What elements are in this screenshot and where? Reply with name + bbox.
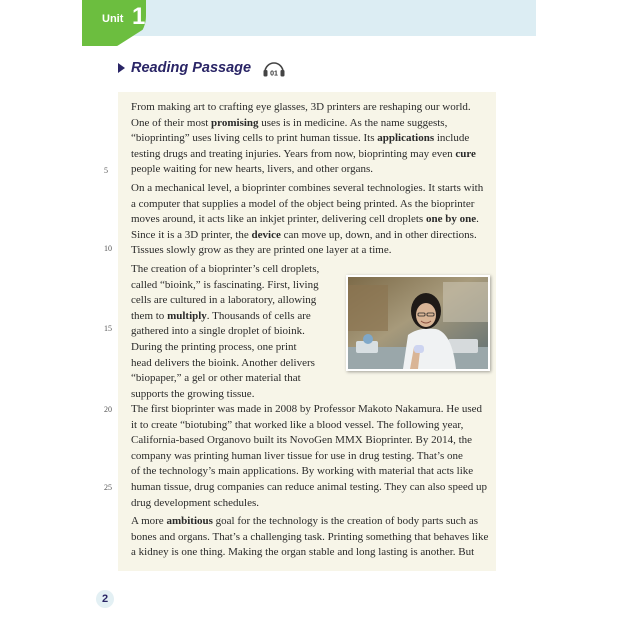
vocab-word: multiply bbox=[167, 309, 207, 322]
text-run: people waiting for new hearts, livers, and other organs. bbox=[131, 163, 374, 176]
section-title-text: Reading Passage bbox=[131, 60, 252, 76]
text-run: moves around, it acts like an inkjet printer, delivering cell droplets bbox=[131, 213, 426, 226]
text-run: called “bioink,” is fascinating. First, living bbox=[131, 278, 319, 291]
text-run: it to create “biotubing” that worked like a blood vessel. The following year, bbox=[131, 418, 464, 431]
vocab-word: cure bbox=[455, 147, 476, 160]
text-run: cells are cultured in a laboratory, allowing bbox=[131, 294, 317, 307]
text-run: can move up, down, and in other directions. bbox=[280, 228, 477, 241]
text-run: uses is in medicine. As the name suggests, bbox=[258, 116, 448, 129]
text-run: The creation of a bioprinter’s cell droplets, bbox=[131, 263, 320, 275]
paragraph-line bbox=[131, 278, 319, 294]
line-number: 25 bbox=[104, 483, 112, 492]
text-run: them to bbox=[131, 309, 168, 322]
paragraph-line bbox=[131, 480, 487, 496]
paragraph-line bbox=[131, 356, 319, 372]
paragraph-3 bbox=[131, 262, 319, 402]
text-run: Since it is a 3D printer, the bbox=[131, 228, 252, 241]
paragraph-line bbox=[131, 402, 487, 418]
paragraph-line bbox=[131, 514, 488, 530]
line-number: 15 bbox=[104, 324, 112, 333]
paragraph-line bbox=[131, 212, 483, 228]
text-run: On a mechanical level, a bioprinter combines several technologies. It starts with bbox=[131, 182, 484, 194]
paragraph-4 bbox=[131, 402, 487, 511]
paragraph-line bbox=[131, 116, 476, 132]
line-number: 20 bbox=[104, 405, 112, 414]
text-run: A more bbox=[131, 515, 167, 527]
paragraph-line bbox=[131, 530, 488, 546]
text-run: Tissues slowly grow as they are printed one layer at a time. bbox=[131, 244, 392, 257]
vocab-word: device bbox=[251, 228, 281, 241]
text-run: . bbox=[476, 213, 479, 226]
paragraph-line bbox=[131, 100, 476, 116]
paragraph-line bbox=[131, 418, 487, 434]
paragraph-line bbox=[131, 433, 487, 449]
text-run: “biopaper,” a gel or other material that bbox=[131, 372, 301, 385]
text-run: From making art to crafting eye glasses, 3D printers are reshaping our world. bbox=[131, 101, 471, 113]
unit-number: 1 bbox=[132, 3, 146, 30]
text-run: bones and organs. That’s a challenging task. Printing something that behaves like bbox=[131, 530, 489, 543]
paragraph-line bbox=[131, 262, 319, 278]
paragraph-line bbox=[131, 181, 483, 197]
text-run: include bbox=[434, 132, 470, 145]
audio-track-number: 01 bbox=[270, 70, 278, 77]
text-run: goal for the technology is the creation of body parts such as bbox=[212, 515, 479, 527]
text-run: During the printing process, one print bbox=[131, 340, 297, 353]
text-run: company was printing human liver tissue for use in drug testing. That’s one bbox=[131, 449, 463, 462]
paragraph-line bbox=[131, 324, 319, 340]
paragraph-line bbox=[131, 162, 476, 178]
paragraph-line bbox=[131, 131, 476, 147]
triangle-bullet-icon bbox=[118, 63, 125, 73]
paragraph-line bbox=[131, 449, 487, 465]
vocab-word: applications bbox=[377, 132, 435, 145]
paragraph-1 bbox=[131, 100, 476, 178]
paragraph-line bbox=[131, 340, 319, 356]
text-run: head delivers the bioink. Another delivers bbox=[131, 356, 315, 369]
paragraph-line bbox=[131, 293, 319, 309]
unit-label: Unit bbox=[102, 13, 124, 25]
text-run: of the technology’s main applications. By working with material that acts like bbox=[131, 465, 474, 478]
vocab-word: one by one bbox=[425, 213, 477, 226]
paragraph-line bbox=[131, 545, 488, 561]
scientist-photo bbox=[346, 275, 490, 371]
text-run: The first bioprinter was made in 2008 by Professor Makoto Nakamura. He used bbox=[131, 403, 483, 415]
paragraph-line bbox=[131, 309, 319, 325]
text-run: supports the growing tissue. bbox=[131, 387, 255, 400]
paragraph-line bbox=[131, 147, 476, 163]
paragraph-line bbox=[131, 197, 483, 213]
page-number: 2 bbox=[96, 590, 114, 608]
text-run: human tissue, drug companies can reduce animal testing. They can also speed up bbox=[131, 480, 487, 493]
paragraph-line bbox=[131, 464, 487, 480]
text-run: California-based Organovo built its NovoGen MMX Bioprinter. By 2014, the bbox=[131, 434, 473, 447]
text-run: One of their most bbox=[131, 116, 212, 129]
text-run: “bioprinting” uses living cells to print human tissue. Its bbox=[131, 132, 378, 145]
section-title bbox=[118, 60, 251, 76]
paragraph-line bbox=[131, 228, 483, 244]
line-number: 5 bbox=[104, 166, 108, 175]
vocab-word: promising bbox=[211, 116, 259, 129]
paragraph-line bbox=[131, 371, 319, 387]
paragraph-line bbox=[131, 387, 319, 403]
paragraph-5 bbox=[131, 514, 488, 561]
text-run: gathered into a single droplet of bioink. bbox=[131, 325, 305, 338]
text-run: drug development schedules. bbox=[131, 496, 259, 509]
text-run: a kidney is one thing. Making the organ stable and long lasting is another. But bbox=[131, 546, 475, 559]
paragraph-line bbox=[131, 243, 483, 259]
text-run: a computer that supplies a model of the object being printed. As the bioprinter bbox=[131, 197, 475, 210]
header-band bbox=[84, 0, 536, 36]
headphones-audio-icon[interactable] bbox=[262, 61, 286, 77]
paragraph-line bbox=[131, 496, 487, 512]
text-run: . Thousands of cells are bbox=[206, 309, 311, 322]
paragraph-2 bbox=[131, 181, 483, 259]
vocab-word: ambitious bbox=[166, 515, 213, 527]
line-number: 10 bbox=[104, 244, 112, 253]
text-run: testing drugs and treating injuries. Years from now, bioprinting may even bbox=[131, 147, 456, 160]
